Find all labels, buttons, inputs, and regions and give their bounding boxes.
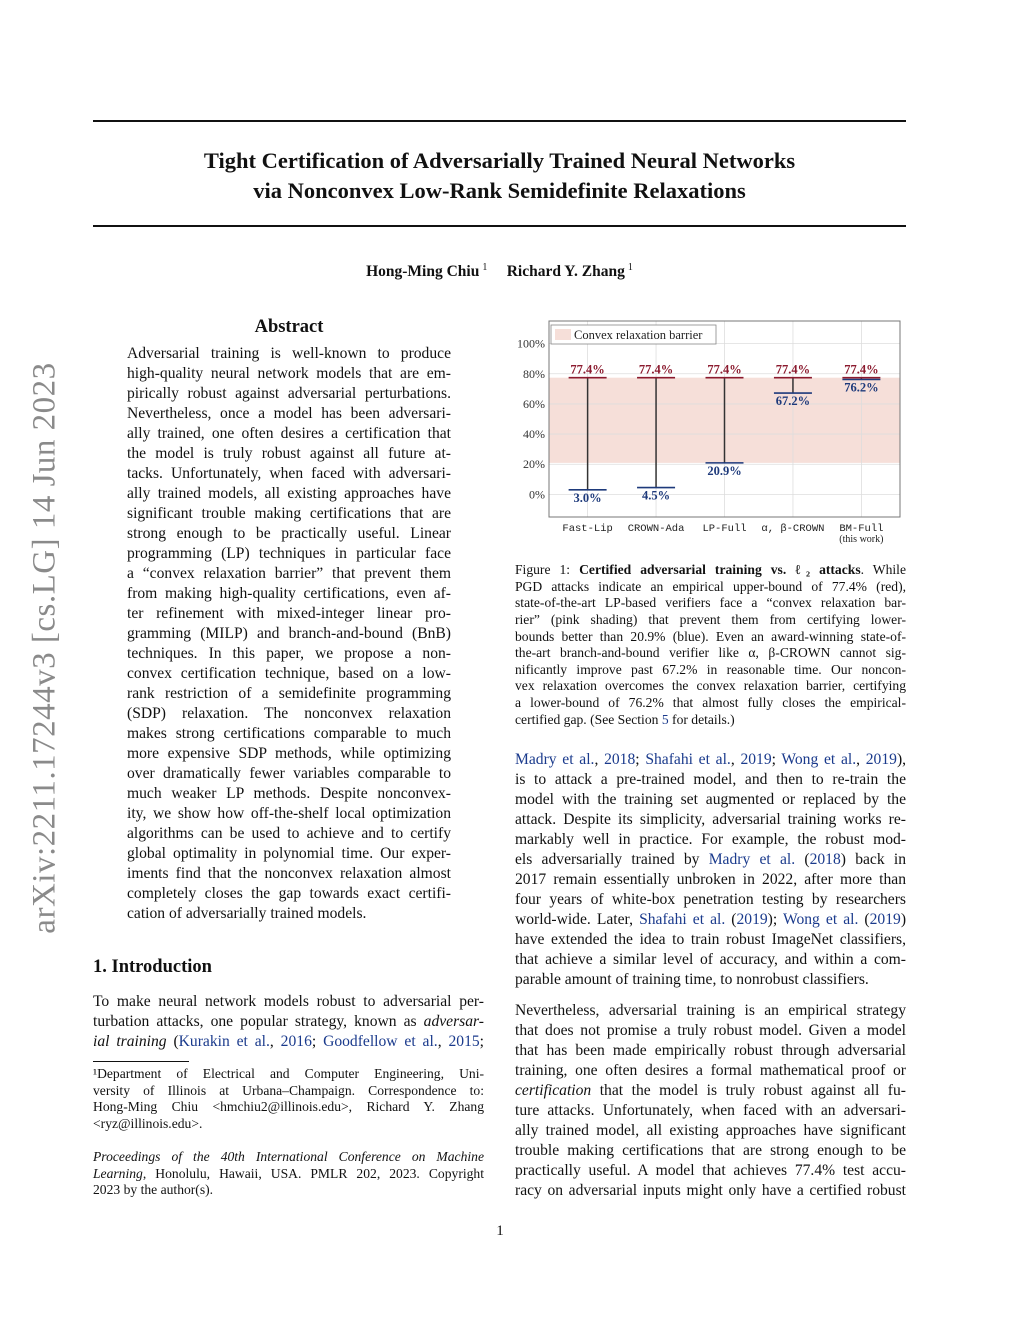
text-line: Nevertheless, once a model has been adversari- [127,405,451,422]
y-tick-label: 40% [523,427,545,442]
text-line: 2023 by the author(s). [93,1182,214,1198]
text-line: training, one often desires a formal mathematical proof or [515,1062,906,1079]
author-affiliation: 1 [627,262,633,273]
text-line: from making high-quality certifications, even af- [127,585,451,602]
upper-bound-label: 77.4% [775,362,811,377]
y-tick-label: 100% [517,336,545,351]
citation-link[interactable]: 2016 [280,1033,312,1050]
text-line: ture attacks. Unfortunately, when faced with an adversari- [515,1102,906,1119]
text-line: versity of Illinois at Urbana–Champaign. Correspondence to: [93,1082,484,1098]
text-segment: ( [166,1033,179,1050]
text-segment: world-wide. Later, [515,911,640,928]
y-tick-label: 20% [523,457,545,472]
text-line: trouble making certifications that are strong enough to be [515,1142,906,1159]
citation-link[interactable]: Shafahi et al. [639,911,726,928]
text-line: that does not promise a truly robust model. Given a model [515,1022,906,1039]
category-label: BM-Full [839,523,884,535]
text-line: <ryz@illinois.edu>. [93,1115,203,1131]
text-line [515,562,906,579]
section-heading-introduction: 1. Introduction [93,957,212,977]
text-line: high-quality neural network models that are em- [127,365,451,382]
text-line: completely closes the gap towards exact certifi- [127,885,451,902]
text-line: four years of white-box penetration testing by researchers [515,891,906,908]
text-segment: ) [900,911,907,928]
text-line: tacks. Unfortunately, when faced with adversari- [127,465,451,482]
text-line [515,750,906,770]
legend-swatch [555,329,571,340]
text-line: that achieve a similar level of accuracy, and within a com- [515,951,906,968]
text-line: rank restriction of a semidefinite programming [127,685,451,702]
text-line: Hong-Ming Chiu <hmchiu2@illinois.edu>, Richard Y. Zhang [93,1099,484,1115]
citation-link[interactable]: Madry et al. [708,851,796,868]
text-line: that has been made empirically robust through adversarial [515,1042,906,1059]
text-segment: ; [479,1033,484,1050]
lower-bound-label: 20.9% [707,463,742,478]
text-line: a lower-bound of 76.2% that almost fully closes the empirical- [515,695,906,711]
text-line: the model is truly robust against all future at- [127,445,451,462]
upper-bound-label: 77.4% [638,362,674,377]
text-line: more expensive SDP methods, while optimizing [127,745,451,762]
introduction-body [93,992,484,1052]
text-segment: ), [896,751,907,768]
text-line: gramming (MILP) and branch-and-bound (BnB) [127,625,451,642]
text-line [93,1012,484,1032]
text-line [93,1149,484,1166]
title-top-rule [93,120,906,122]
author-affiliation: 1 [482,262,488,273]
text-line: cation of adversarially trained models. [127,905,367,922]
category-label: CROWN-Ada [627,523,685,535]
text-segment: , [594,751,605,768]
y-tick-label: 80% [523,366,545,381]
text-line: vex relaxation overcomes the convex relaxation barrier, certifying [515,678,906,694]
text-line: nificantly improve past 67.2% in reasonable time. Our noncon- [515,661,906,677]
text-line: Adversarial training is well-known to produce [127,345,451,362]
title-line-2: via Nonconvex Low-Rank Semidefinite Relaxations [253,178,746,203]
text-line [515,850,906,870]
citation-link[interactable]: Goodfellow et al. [323,1033,438,1050]
lower-bound-label: 4.5% [641,488,671,503]
page-number: 1 [496,1223,504,1239]
category-label: LP-Full [702,523,747,535]
text-segment: that the model is truly robust against all fu- [591,1082,906,1099]
abstract-body [127,344,451,924]
footnote-separator [93,1061,189,1062]
lower-bound-label: 3.0% [573,490,602,505]
citation-link[interactable]: 2018 [604,751,636,768]
citation-link[interactable]: 2015 [448,1033,480,1050]
text-line: parable amount of training time, to nonrobust classifiers. [515,971,869,988]
text-segment: ); [767,911,783,928]
y-tick-label: 60% [523,396,545,411]
text-segment: , [730,751,741,768]
text-segment: turbation attacks, one popular strategy, known as [93,1013,424,1030]
text-line: bounds better than 20.9% (blue). Even an award-winning state-of- [515,628,906,644]
text-line: over dramatically fewer variables comparable to [127,765,451,782]
citation-link[interactable]: Wong et al. [782,911,859,928]
right-column-paragraph-2 [515,1001,906,1201]
text-line: global optimality in polynomial time. Our exper- [127,845,451,862]
text-line: the-art branch-and-bound verifier like α, β-CROWN cannot sig- [515,645,906,661]
text-line: makes strong certifications comparable to much [127,725,451,742]
text-segment: ; [311,1033,324,1050]
text-line: convex certification technique, based on a low- [127,665,451,682]
italic-text: adversar- [423,1013,484,1030]
text-segment: ( [858,911,870,928]
text-line: markably well in practice. For example, the robust mod- [515,831,906,848]
citation-link[interactable]: Wong et al. [781,751,857,768]
italic-text: Learning [93,1165,143,1181]
text-line: significant trouble making certifications that are [127,505,451,522]
text-line: To make neural network models robust to adversarial per- [93,993,484,1010]
upper-bound-label: 77.4% [707,362,742,377]
lower-bound-label: 76.2% [844,380,879,395]
text-segment: ¹Department of Electrical and Computer Engineering, Uni- [93,1066,484,1081]
upper-bound-label: 77.4% [570,362,605,377]
text-segment: for details.) [668,711,735,727]
text-line: a “convex relaxation barrier” that prevent them [127,565,451,582]
text-line: strong enough to be practically useful. Linear [127,525,451,542]
citation-link[interactable]: 2019 [869,911,901,928]
text-line [515,1081,906,1101]
citation-link[interactable]: 5 [661,711,669,727]
author-name: Hong-Ming Chiu [366,263,480,281]
text-segment: . While [860,562,906,577]
italic-text: certification [515,1082,592,1099]
text-line: techniques. In this paper, we propose a non- [127,645,451,662]
bold-text: Certified adversarial training vs. ℓ₂ attacks [579,562,861,577]
text-segment: , [269,1033,281,1050]
text-line: iments find that the nonconvex relaxation almost [127,865,451,882]
right-column-paragraph-1 [515,750,906,990]
figure-1-caption [515,562,906,728]
y-tick-label: 0% [529,487,545,502]
title-bottom-rule [93,225,906,227]
text-segment: , Honolulu, Hawaii, USA. PMLR 202, 2023. Copyright [142,1165,484,1181]
upper-bound-label: 77.4% [844,362,879,377]
legend-label: Convex relaxation barrier [574,328,703,342]
text-segment: ) back in [840,851,906,868]
text-line: ally trained models, all existing approaches have [127,485,451,502]
text-segment: ; [771,751,782,768]
text-line [515,910,906,930]
abstract-heading: Abstract [254,317,324,337]
citation-link[interactable]: 2019 [736,911,768,928]
text-line: have extended the idea to train robust ImageNet classifiers, [515,931,906,948]
text-segment: els adversarially trained by [515,851,709,868]
text-segment: , [856,751,866,768]
author-list [93,262,906,281]
footnote-affiliation [93,1066,484,1133]
figure-1-chart [510,318,910,548]
text-segment: ; [635,751,646,768]
text-line: racy on adversarial inputs might only have a certified robust [515,1182,906,1199]
text-line: ter refinement with mixed-integer linear pro- [127,605,451,622]
arxiv-side-stamp: arXiv:2211.17244v3 [cs.LG] 14 Jun 2023 [26,362,63,934]
italic-text: Proceedings of the 40th International Conference on Machine [93,1149,484,1164]
text-line: model with the training set augmented or replaced by the [515,791,906,808]
citation-link[interactable]: Madry et al. [515,751,595,768]
text-line: ally trained model, all existing approaches have significant [515,1122,906,1139]
category-label: α, β-CROWN [761,523,825,535]
text-line: ally trained, one often desires a certification that [127,425,451,442]
text-line: programming (LP) techniques in particular face [127,545,451,562]
text-line: state-of-the-art LP-based verifiers face a “convex relaxation bar- [515,595,906,611]
text-line [93,1032,484,1052]
title-line-1: Tight Certification of Adversarially Trained Neural Networks [203,148,796,173]
text-line [93,1166,484,1183]
text-line: 2017 remain essentially unbroken in 2022, after more than [515,871,906,888]
text-line [93,1066,484,1083]
text-line: (SDP) relaxation. The nonconvex relaxation [127,705,451,722]
italic-text: ial training [93,1033,167,1050]
text-line: Nevertheless, adversarial training is an empirical strategy [515,1002,906,1019]
citation-link[interactable]: 2018 [809,851,841,868]
category-label: Fast-Lip [562,523,613,535]
text-segment: , [437,1033,449,1050]
text-line [515,712,906,729]
text-segment: Figure 1: [515,562,580,577]
author-name: Richard Y. Zhang [506,263,625,281]
text-line: much weaker LP methods. Despite nonconvex- [127,785,451,802]
text-line: rier” (pink shading) that prevent them from certifying lower- [515,611,906,627]
text-line: ity, we show how off-the-shelf local optimization [127,805,451,822]
text-line: attack. Despite its simplicity, adversarial training works re- [515,811,906,828]
text-line: PGD attacks indicate an empirical upper-bound of 77.4% (red), [515,578,906,594]
text-line: algorithms can be used to achieve and to certify [127,825,451,842]
text-line: pirically robust against adversarial perturbations. [127,385,451,402]
footnote-proceedings [93,1149,484,1199]
text-segment: certified gap. (See Section [515,711,662,727]
citation-link[interactable]: 2019 [740,751,772,768]
text-segment: ( [795,851,810,868]
citation-link[interactable]: 2019 [865,751,897,768]
lower-bound-label: 67.2% [775,394,811,409]
text-line: practically useful. A model that achieves 77.4% test accu- [515,1162,906,1179]
category-sublabel: (this work) [839,534,884,545]
citation-link[interactable]: Kurakin et al. [178,1033,270,1050]
text-line: is to attack a pre-trained model, and then to re-train the [515,771,906,788]
text-segment: ( [725,911,737,928]
paper-title [93,146,906,206]
citation-link[interactable]: Shafahi et al. [645,751,731,768]
